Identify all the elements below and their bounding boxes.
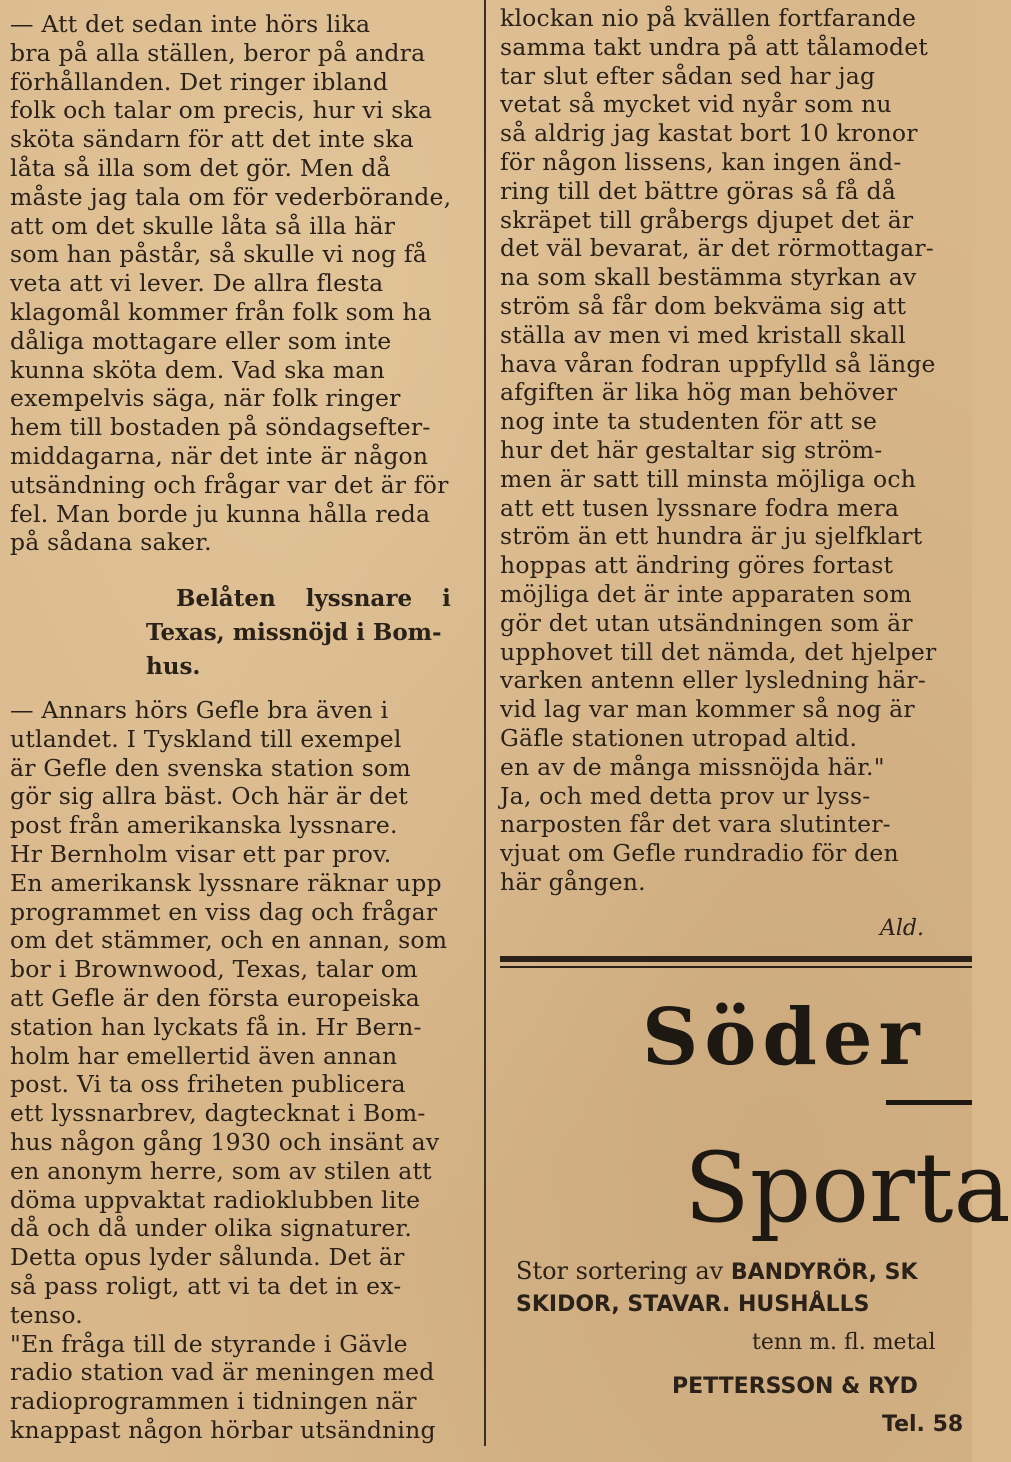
- text-line: ett lyssnarbrev, dagtecknat i Bom-: [10, 1099, 426, 1128]
- text-line: — Annars hörs Gefle bra även i: [10, 696, 389, 724]
- left-paragraph-1: [10, 10, 470, 557]
- headline-line: Belåten lyssnare i: [176, 585, 451, 612]
- text-line: vjuat om Gefle rundradio för den: [500, 839, 899, 868]
- text-line: som han påstår, så skulle vi nog få: [10, 240, 428, 269]
- text-line: Gäfle stationen utropad altid.: [500, 723, 858, 752]
- text-line: ställa av men vi med kristall skall: [500, 320, 906, 349]
- text-line: att ett tusen lyssnare fodra mera: [500, 493, 900, 522]
- ad-line-assortment: [516, 1256, 918, 1288]
- ad-line-products: SKIDOR, STAVAR. HUSHÅLLS: [516, 1292, 870, 1317]
- ad-top-rule-thin: [500, 966, 972, 968]
- text-line: låta så illa som det gör. Men då: [10, 153, 391, 182]
- text-line: fel. Man borde ju kunna hålla reda: [10, 499, 431, 528]
- text-line: för någon lissens, kan ingen änd-: [500, 147, 902, 176]
- text-line: här gången.: [500, 867, 646, 896]
- text-line: döma uppvaktat radioklubben lite: [10, 1185, 421, 1214]
- text-line: en anonym herre, som av stilen att: [10, 1156, 432, 1185]
- text-line: radio station vad är meningen med: [10, 1358, 435, 1387]
- text-line: utsändning och frågar var det är för: [10, 470, 449, 499]
- text-line: att Gefle är den första europeiska: [10, 983, 420, 1012]
- text-line: hava våran fodran uppfylld så länge: [500, 349, 936, 378]
- text-line: dåliga mottagare eller som inte: [10, 326, 392, 355]
- ad-line-metals: tenn m. fl. metal: [752, 1330, 936, 1355]
- ad-line-assortment-prefix: Stor sortering av: [516, 1257, 731, 1285]
- text-line: ring till det bättre göras så få då: [500, 176, 897, 205]
- text-line: det väl bevarat, är det rörmottagar-: [500, 234, 934, 263]
- text-line: kunna sköta dem. Vad ska man: [10, 355, 385, 384]
- ad-telephone: Tel. 58: [882, 1412, 964, 1437]
- text-line: holm har emellertid även annan: [10, 1041, 398, 1070]
- text-line: vetat så mycket vid nyår som nu: [500, 90, 892, 119]
- text-line: en av de många missnöjda här.": [500, 752, 885, 781]
- text-line: skräpet till gråbergs djupet det är: [500, 205, 914, 234]
- ad-line-assortment-bold: BANDYRÖR, SK: [730, 1260, 918, 1285]
- text-line: post. Vi ta oss friheten publicera: [10, 1070, 406, 1099]
- text-line: knappast någon hörbar utsändning: [10, 1415, 436, 1444]
- text-line: vid lag var man kommer så nog är: [500, 695, 915, 724]
- text-line: bra på alla ställen, beror på andra: [10, 38, 426, 67]
- text-line: Ja, och med detta prov ur lyss-: [500, 781, 871, 810]
- left-paragraph-2: [10, 696, 470, 1445]
- text-line: då och då under olika signaturer.: [10, 1214, 412, 1243]
- ad-company-name: PETTERSSON & RYD: [672, 1374, 918, 1399]
- ad-sport-heading: Sporta: [684, 1132, 1011, 1244]
- text-line: klockan nio på kvällen fortfarande: [500, 4, 917, 32]
- text-line: möjliga det är inte apparaten som: [500, 579, 912, 608]
- text-line: på sådana saker.: [10, 528, 212, 557]
- text-line: gör sig allra bäst. Och här är det: [10, 782, 409, 811]
- text-line: bor i Brownwood, Texas, talar om: [10, 955, 418, 984]
- text-line: hur det här gestaltar sig ström-: [500, 435, 883, 464]
- text-line: att om det skulle låta så illa här: [10, 211, 396, 240]
- text-line: "En fråga till de styrande i Gävle: [10, 1329, 408, 1358]
- headline-line: Texas, missnöjd i Bom-: [146, 619, 442, 646]
- text-line: radioprogrammen i tidningen när: [10, 1387, 417, 1416]
- text-line: måste jag tala om för vederbörande,: [10, 182, 452, 211]
- text-line: ström så får dom bekväma sig att: [500, 291, 907, 320]
- article-headline: [10, 582, 470, 684]
- text-line: så aldrig jag kastat bort 10 kronor: [500, 119, 918, 148]
- text-line: samma takt undra på att tålamodet: [500, 32, 929, 61]
- text-line: En amerikansk lyssnare räknar upp: [10, 868, 442, 897]
- text-line: nog inte ta studenten för att se: [500, 407, 878, 436]
- text-line: hus någon gång 1930 och insänt av: [10, 1127, 440, 1156]
- text-line: na som skall bestämma styrkan av: [500, 263, 917, 292]
- text-line: post från amerikanska lyssnare.: [10, 811, 398, 840]
- text-line: gör det utan utsändningen som är: [500, 608, 913, 637]
- text-line: tenso.: [10, 1300, 83, 1329]
- text-line: veta att vi lever. De allra flesta: [10, 269, 384, 298]
- ad-top-rule: [500, 956, 972, 962]
- ad-divider: [886, 1100, 972, 1105]
- text-line: klagomål kommer från folk som ha: [10, 297, 432, 326]
- text-line: förhållanden. Det ringer ibland: [10, 67, 389, 96]
- text-line: station han lyckats få in. Hr Bern-: [10, 1012, 422, 1041]
- text-line: hoppas att ändring göres fortast: [500, 551, 894, 580]
- text-line: om det stämmer, och en annan, som: [10, 926, 448, 955]
- text-line: utlandet. I Tyskland till exempel: [10, 724, 402, 753]
- headline-line: hus.: [146, 653, 201, 680]
- text-line: hem till bostaden på söndagsefter-: [10, 413, 431, 442]
- text-line: ström än ett hundra är ju sjelfklart: [500, 522, 923, 551]
- text-line: Hr Bernholm visar ett par prov.: [10, 839, 392, 868]
- text-line: programmet en viss dag och frågar: [10, 897, 438, 926]
- author-signature: Ald.: [880, 916, 924, 941]
- text-line: afgiften är lika hög man behöver: [500, 378, 898, 407]
- text-line: sköta sändarn för att det inte ska: [10, 125, 414, 154]
- text-line: tar slut efter sådan sed har jag: [500, 61, 876, 90]
- ad-brand-name: Söder: [642, 992, 926, 1083]
- text-line: middagarna, när det inte är någon: [10, 441, 429, 470]
- text-line: narposten får det vara slutinter-: [500, 810, 891, 839]
- text-line: folk och talar om precis, hur vi ska: [10, 96, 433, 125]
- column-divider: [484, 0, 486, 1446]
- text-line: upphovet till det nämda, det hjelper: [500, 637, 937, 666]
- text-line: exempelvis säga, när folk ringer: [10, 384, 401, 413]
- text-line: men är satt till minsta möjliga och: [500, 464, 917, 493]
- text-line: är Gefle den svenska station som: [10, 753, 411, 782]
- text-line: varken antenn eller lysledning här-: [500, 666, 926, 695]
- right-paragraph-1: [500, 4, 962, 897]
- text-line: — Att det sedan inte hörs lika: [10, 10, 371, 38]
- text-line: Detta opus lyder sålunda. Det är: [10, 1243, 405, 1272]
- text-line: så pass roligt, att vi ta det in ex-: [10, 1271, 402, 1300]
